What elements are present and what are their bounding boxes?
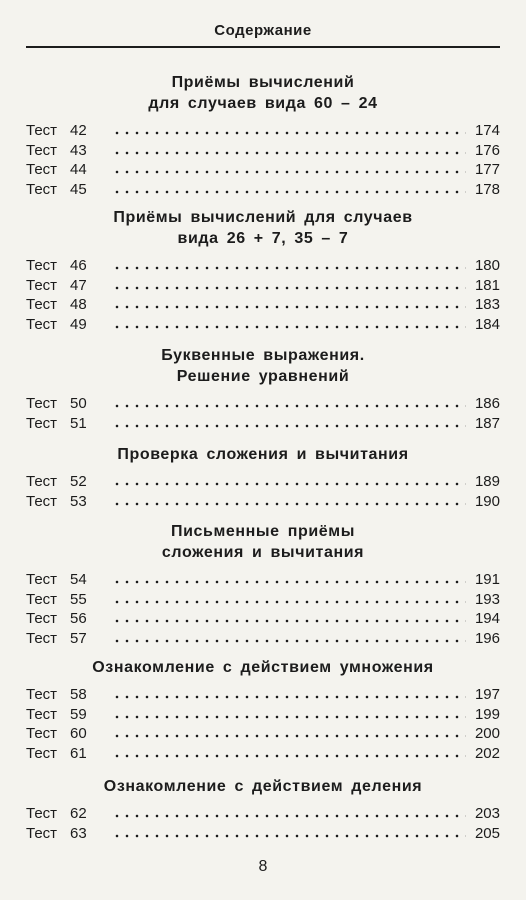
entry-page: 181 — [474, 276, 500, 294]
section-title: Ознакомление с действием умножения — [92, 659, 434, 676]
entry-label: Тест — [26, 296, 58, 314]
entry-number: 58 — [70, 686, 87, 703]
entry-number: 57 — [70, 629, 87, 647]
toc-section — [26, 776, 500, 843]
entry-page: 187 — [474, 414, 500, 432]
section-title: Приёмы вычислений для случаев вида 60 – 24 — [148, 74, 378, 112]
section-entries — [26, 685, 500, 763]
section-title: Письменные приёмы сложения и вычитания — [161, 523, 365, 561]
toc-entry — [26, 414, 500, 434]
toc-entry — [26, 609, 500, 629]
entry-number: 46 — [70, 257, 87, 274]
entry-page: 205 — [474, 824, 500, 842]
dot-leader — [112, 705, 466, 719]
section-title: Буквенные выражения. Решение уравнений — [161, 347, 365, 385]
section-entries — [26, 570, 500, 648]
dot-leader — [112, 180, 466, 194]
entry-label: Тест — [26, 590, 58, 608]
entry-label: Тест — [26, 805, 58, 822]
toc-entry — [26, 276, 500, 296]
entry-page: 180 — [474, 257, 500, 274]
section-title: Ознакомление с действием деления — [103, 778, 423, 795]
toc-section — [26, 72, 500, 199]
entry-page: 189 — [474, 473, 500, 490]
entry-label: Тест — [26, 276, 58, 294]
entry-number: 52 — [70, 473, 87, 490]
entry-page: 184 — [474, 315, 500, 333]
dot-leader — [112, 570, 466, 584]
entry-number: 45 — [70, 180, 87, 198]
toc-entry — [26, 804, 500, 824]
entry-number: 43 — [70, 141, 87, 159]
page-number: 8 — [258, 858, 268, 875]
toc-entry — [26, 256, 500, 276]
entry-number: 56 — [70, 610, 87, 628]
toc-entry — [26, 180, 500, 200]
section-title: Проверка сложения и вычитания — [117, 446, 409, 463]
section-entries — [26, 256, 500, 334]
toc-section — [26, 657, 500, 763]
toc-entry — [26, 315, 500, 335]
dot-leader — [112, 590, 466, 604]
entry-label: Тест — [26, 571, 58, 588]
toc-section — [26, 521, 500, 648]
toc-entry — [26, 472, 500, 492]
header-rule — [26, 46, 500, 48]
toc-entry — [26, 141, 500, 161]
entry-label: Тест — [26, 492, 58, 510]
entry-number: 49 — [70, 315, 87, 333]
dot-leader — [112, 685, 466, 699]
dot-leader — [112, 295, 466, 309]
entry-page: 202 — [474, 744, 500, 762]
entry-label: Тест — [26, 161, 58, 179]
entry-label: Тест — [26, 824, 58, 842]
toc-entry — [26, 121, 500, 141]
entry-page: 200 — [474, 725, 500, 743]
entry-page: 178 — [474, 180, 500, 198]
entry-label: Тест — [26, 395, 58, 412]
dot-leader — [112, 824, 466, 838]
section-entries — [26, 394, 500, 433]
page-header: Содержание — [214, 22, 312, 39]
toc-section — [26, 345, 500, 433]
section-entries — [26, 121, 500, 199]
entry-page: 190 — [474, 492, 500, 510]
toc-entry — [26, 724, 500, 744]
entry-number: 59 — [70, 705, 87, 723]
toc-entry — [26, 744, 500, 764]
entry-page: 186 — [474, 395, 500, 412]
entry-number: 61 — [70, 744, 87, 762]
toc-entry — [26, 160, 500, 180]
entry-label: Тест — [26, 610, 58, 628]
dot-leader — [112, 256, 466, 270]
entry-page: 191 — [474, 571, 500, 588]
entry-page: 194 — [474, 610, 500, 628]
entry-label: Тест — [26, 705, 58, 723]
entry-number: 48 — [70, 296, 87, 314]
entry-label: Тест — [26, 725, 58, 743]
entry-number: 63 — [70, 824, 87, 842]
toc-entry — [26, 590, 500, 610]
entry-page: 193 — [474, 590, 500, 608]
entry-number: 55 — [70, 590, 87, 608]
entry-number: 54 — [70, 571, 87, 588]
entry-label: Тест — [26, 122, 58, 139]
entry-page: 197 — [474, 686, 500, 703]
entry-page: 199 — [474, 705, 500, 723]
dot-leader — [112, 315, 466, 329]
entry-number: 62 — [70, 805, 87, 822]
entry-number: 50 — [70, 395, 87, 412]
dot-leader — [112, 472, 466, 486]
entry-label: Тест — [26, 414, 58, 432]
toc-entry — [26, 295, 500, 315]
entry-number: 60 — [70, 725, 87, 743]
entry-page: 183 — [474, 296, 500, 314]
section-title: Приёмы вычислений для случаев вида 26 + 7, 35 – 7 — [113, 209, 413, 247]
toc-entry — [26, 824, 500, 844]
entry-label: Тест — [26, 744, 58, 762]
toc-entry — [26, 492, 500, 512]
entry-label: Тест — [26, 629, 58, 647]
entry-page: 177 — [474, 161, 500, 179]
toc-section — [26, 444, 500, 511]
entry-number: 53 — [70, 492, 87, 510]
dot-leader — [112, 804, 466, 818]
dot-leader — [112, 141, 466, 155]
entry-number: 44 — [70, 161, 87, 179]
toc-entry — [26, 570, 500, 590]
toc-entry — [26, 629, 500, 649]
entry-number: 42 — [70, 122, 87, 139]
dot-leader — [112, 744, 466, 758]
dot-leader — [112, 121, 466, 135]
entry-number: 51 — [70, 414, 87, 432]
entry-label: Тест — [26, 180, 58, 198]
toc-section — [26, 207, 500, 334]
section-entries — [26, 472, 500, 511]
entry-label: Тест — [26, 257, 58, 274]
dot-leader — [112, 160, 466, 174]
entry-label: Тест — [26, 473, 58, 490]
dot-leader — [112, 492, 466, 506]
dot-leader — [112, 609, 466, 623]
dot-leader — [112, 629, 466, 643]
entry-page: 176 — [474, 141, 500, 159]
entry-label: Тест — [26, 141, 58, 159]
dot-leader — [112, 414, 466, 428]
section-entries — [26, 804, 500, 843]
entry-page: 203 — [474, 805, 500, 822]
entry-label: Тест — [26, 686, 58, 703]
entry-page: 174 — [474, 122, 500, 139]
toc-entry — [26, 394, 500, 414]
dot-leader — [112, 724, 466, 738]
entry-number: 47 — [70, 276, 87, 294]
entry-label: Тест — [26, 315, 58, 333]
entry-page: 196 — [474, 629, 500, 647]
toc-entry — [26, 685, 500, 705]
toc-entry — [26, 705, 500, 725]
dot-leader — [112, 394, 466, 408]
dot-leader — [112, 276, 466, 290]
